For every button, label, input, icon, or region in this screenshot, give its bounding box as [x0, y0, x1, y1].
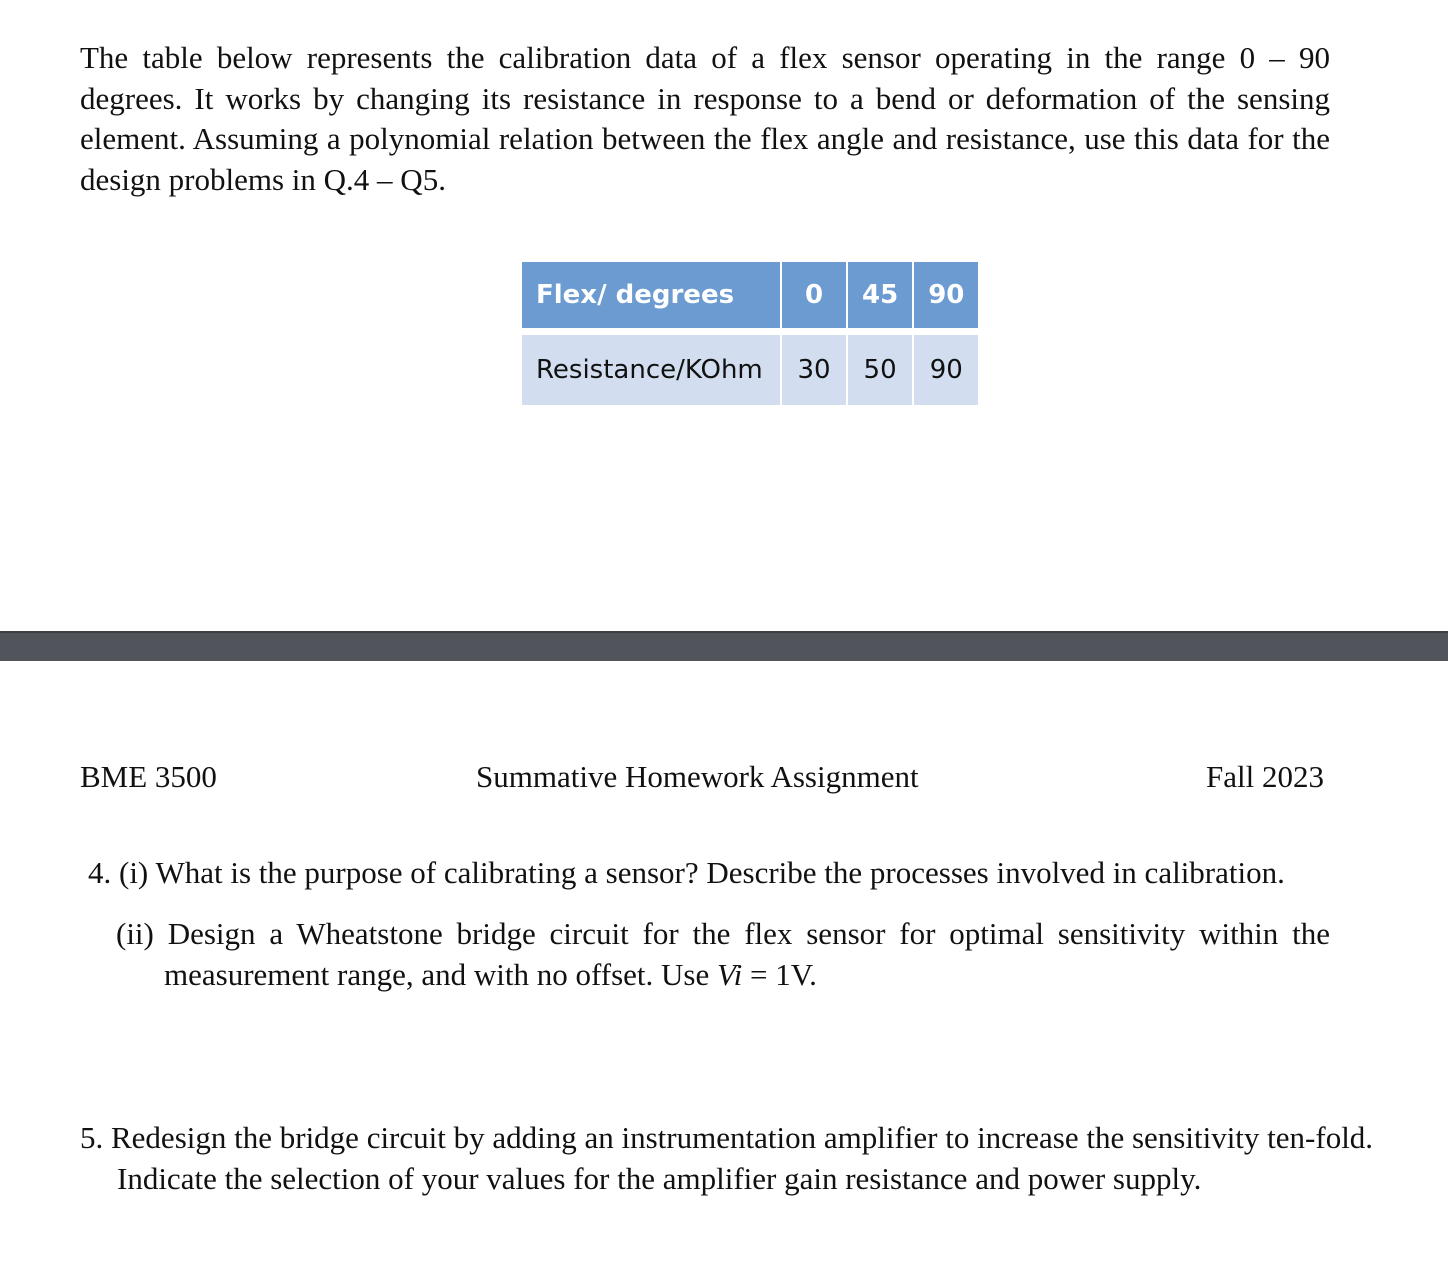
header-cell-flex: Flex/ degrees [522, 262, 782, 335]
course-code: BME 3500 [80, 759, 217, 794]
table-header-row [522, 262, 978, 335]
question-4-ii-variable: Vi [716, 956, 743, 992]
question-4-ii [116, 914, 1330, 995]
table-row [522, 335, 978, 405]
page-divider [0, 631, 1448, 661]
header-cell-90: 90 [914, 262, 978, 335]
question-4-ii-value: = 1V. [742, 956, 817, 992]
row-cell-50: 50 [848, 335, 914, 405]
header-cell-45: 45 [848, 262, 914, 335]
row-cell-90: 90 [914, 335, 978, 405]
header-cell-0: 0 [782, 262, 848, 335]
row-cell-30: 30 [782, 335, 848, 405]
calibration-table [522, 262, 978, 405]
intro-paragraph: The table below represents the calibration data of a flex sensor operating in the range 0 – 90 degrees. It works by changing its resistance in response to a bend or deformation of the sensing element. Assuming a polynomial relation between the flex angle and resistance, use this data for the design problems in Q.4 – Q5. [80, 40, 1330, 197]
row-cell-resistance: Resistance/KOhm [522, 335, 782, 405]
term-label: Fall 2023 [1206, 759, 1324, 794]
assignment-title: Summative Homework Assignment [476, 759, 919, 794]
question-4-ii-text: (ii) Design a Wheatstone bridge circuit for the flex sensor for optimal sensitivity within the measurement range, and with no offset. Use [116, 916, 1330, 992]
question-5: 5. Redesign the bridge circuit by adding an instrumentation amplifier to increase the sensitivity ten-fold. Indicate the selection of your values for the amplifier gain resistance and power supply. [80, 1120, 1374, 1196]
question-4-i: 4. (i) What is the purpose of calibrating a sensor? Describe the processes involved in calibration. [88, 855, 1285, 890]
